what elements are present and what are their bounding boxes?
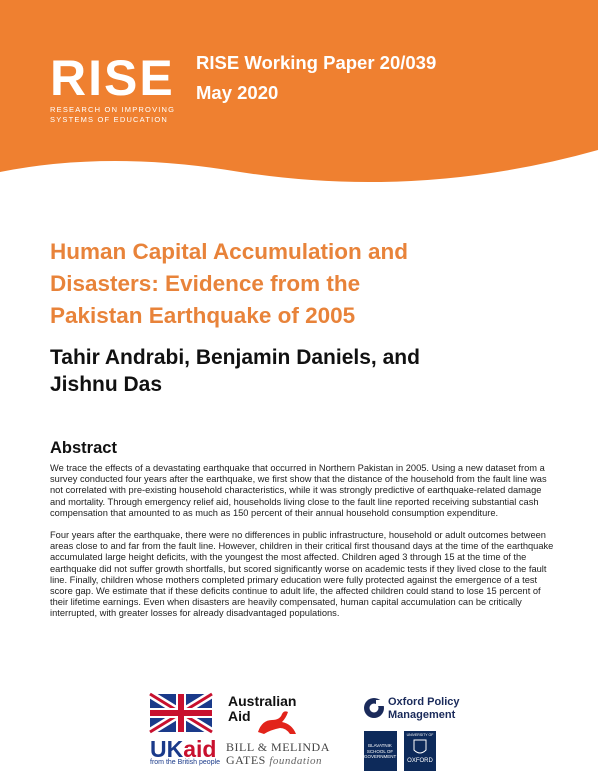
abstract-body <box>50 463 558 631</box>
rise-logo-tagline-1: RESEARCH ON IMPROVING <box>50 105 176 114</box>
opm-logo-icon <box>364 698 388 718</box>
gates-line-1: BILL & MELINDA <box>226 740 330 754</box>
opm-logo <box>388 696 460 722</box>
paper-title-line-2: Disasters: Evidence from the <box>50 271 361 296</box>
paper-title <box>50 236 560 332</box>
australian-aid-logo <box>228 694 296 724</box>
gates-line-2: GATES <box>226 753 266 767</box>
australian-aid-line-1: Australian <box>228 693 297 709</box>
working-paper-header <box>196 48 436 108</box>
blavatnik-logo-text: BLAVATNIK SCHOOL OF GOVERNMENT <box>364 743 397 759</box>
ukaid-subtitle: from the British people <box>150 759 221 766</box>
ukaid-logo <box>150 737 216 761</box>
rise-logo-tagline-2: SYSTEMS OF EDUCATION <box>50 115 169 124</box>
ukaid-uk: UK <box>150 736 184 762</box>
ukaid-aid: aid <box>183 736 217 762</box>
publication-date: May 2020 <box>196 82 279 103</box>
abstract-heading: Abstract <box>50 439 117 457</box>
oxford-logo-text: OXFORD <box>407 758 433 764</box>
oxford-logo-box <box>404 731 436 771</box>
paper-title-line-3: Pakistan Earthquake of 2005 <box>50 303 356 328</box>
working-paper-number: RISE Working Paper 20/039 <box>196 52 437 73</box>
oxford-university-of: UNIVERSITY OF <box>406 733 434 737</box>
union-jack-flag-icon <box>150 694 212 732</box>
opm-line-1: Oxford Policy <box>388 696 460 708</box>
authors-line-2: Jishnu Das <box>50 373 163 396</box>
opm-line-2: Management <box>388 709 456 721</box>
authors-line-1: Tahir Andrabi, Benjamin Daniels, and <box>50 346 420 369</box>
rise-logo-word: RISE <box>50 50 175 106</box>
gates-line-3: foundation <box>269 755 323 767</box>
abstract-paragraph-1: We trace the effects of a devastating earthquake that occurred in Northern Pakistan in 2005. Using a new dataset from a survey conducted four years after the earthquake, we first show that the distance of the household from the fault line was not correlated with pre-existing household characteristics, while it was strongly predictive of earthquake-related damage and mortality. Through emergency relief aid, households living close to the fault line reported receiving substantial cash compensation that amounted to as much as 150 percent of their annual household consumption expenditure. <box>50 463 547 518</box>
authors <box>50 344 550 398</box>
abstract-paragraph-2: Four years after the earthquake, there were no differences in public infrastructure, household or adult outcomes between areas close to and far from the fault line. However, children in their critical first thousand days at the time of the earthquake accumulated large height deficits, with the youngest the most affected. Children aged 3 through 15 at the time of the earthquake did not suffer growth shortfalls, but scored significantly worse on academic tests if they lived close to the fault line. Finally, children whose mothers completed primary education were fully protected against the emergence of a test score gap. We estimate that if these deficits continue to adult life, the affected children could stand to lose 15 percent of their lifetime earnings. Even when disasters are heavily compensated, human capital accumulation can be critically interrupted, with greater losses for already disadvantaged populations. <box>50 530 554 619</box>
rise-logo <box>50 50 176 125</box>
australian-aid-line-2: Aid <box>228 708 251 724</box>
paper-title-line-1: Human Capital Accumulation and <box>50 239 408 264</box>
gates-foundation-logo <box>226 741 330 768</box>
